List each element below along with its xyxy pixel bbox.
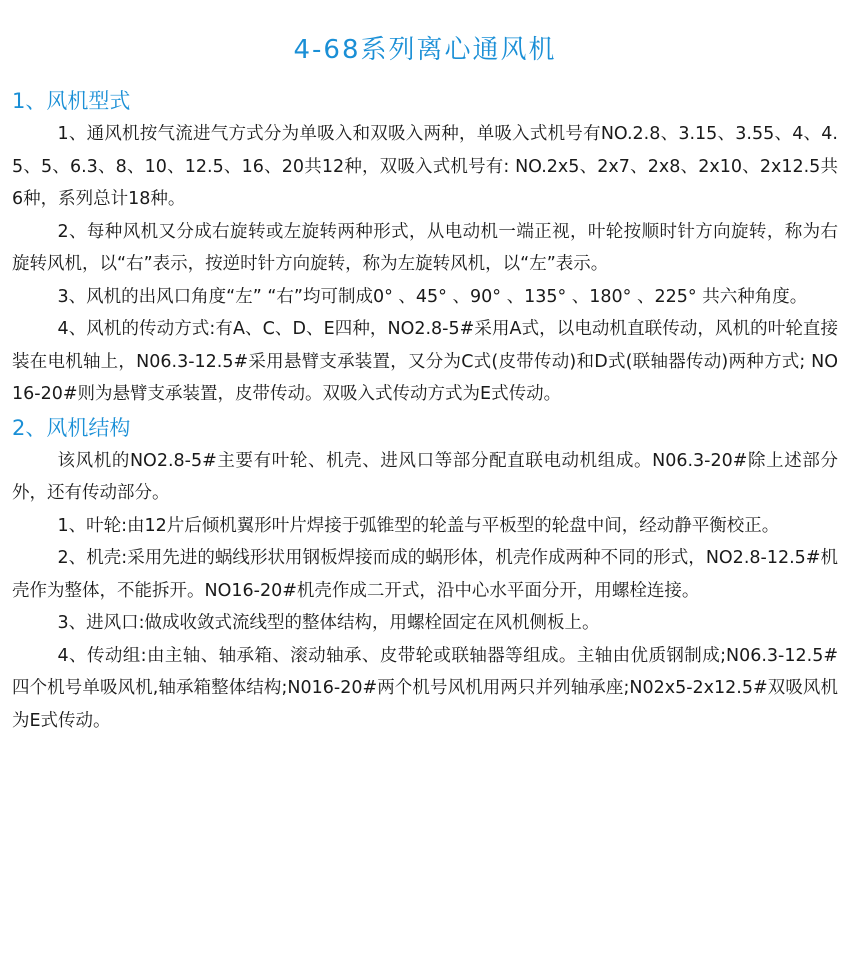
section-fan-structure (12, 411, 838, 738)
paragraph: 3、进风口:做成收敛式流线型的整体结构，用螺栓固定在风机侧板上。 (57, 613, 600, 633)
paragraph: 该风机的NO2.8-5#主要有叶轮、机壳、进风口等部分配直联电动机组成。N06.3-20#除上述部分外，还有传动部分。 (12, 450, 838, 503)
section-heading: 1、风机型式 (12, 89, 131, 113)
paragraph: 1、通风机按气流进气方式分为单吸入和双吸入两种，单吸入式机号有NO.2.8、3.15、3.55、4、4.5、5、6.3、8、10、12.5、16、20共12种，双吸入式机号有: NO.2x5、2x7、2x8、2x10、2x12.5共6种，系列总计18种。 (12, 124, 838, 209)
paragraph: 3、风机的出风口角度“左” “右”均可制成0° 、45° 、90° 、135° 、180° 、225° 共六种角度。 (57, 286, 808, 307)
section-heading: 2、风机结构 (12, 415, 131, 440)
paragraph: 4、风机的传动方式:有A、C、D、E四种，NO2.8-5#采用A式，以电动机直联传动，风机的叶轮直接装在电机轴上，N06.3-12.5#采用悬臂支承装置，又分为C式(皮带传动)和D式(联轴器传动)两种方式; NO16-20#则为悬臂支承装置，皮带传动。双吸入式传动方式为E式传动。 (12, 319, 838, 404)
section-fan-type (12, 84, 838, 411)
paragraph: 2、每种风机又分成右旋转或左旋转两种形式，从电动机一端正视，叶轮按顺时针方向旋转，称为右旋转风机，以“右”表示，按逆时针方向旋转，称为左旋转风机，以“左”表示。 (12, 221, 838, 274)
paragraph: 4、传动组:由主轴、轴承箱、滚动轴承、皮带轮或联轴器等组成。主轴由优质钢制成;N06.3-12.5#四个机号单吸风机,轴承箱整体结构;N016-20#两个机号风机用两只并列轴承座;N02x5-2x12.5#双吸风机为E式传动。 (12, 645, 838, 731)
paragraph: 1、叶轮:由12片后倾机翼形叶片焊接于弧锥型的轮盖与平板型的轮盘中间，经动静平衡校正。 (57, 515, 780, 536)
page-title: 4-68系列离心通风机 (293, 35, 557, 65)
paragraph: 2、机壳:采用先进的蜗线形状用钢板焊接而成的蜗形体，机壳作成两种不同的形式，NO2.8-12.5#机壳作为整体，不能拆开。NO16-20#机壳作成二开式，沿中心水平面分开，用螺栓连接。 (12, 548, 838, 601)
